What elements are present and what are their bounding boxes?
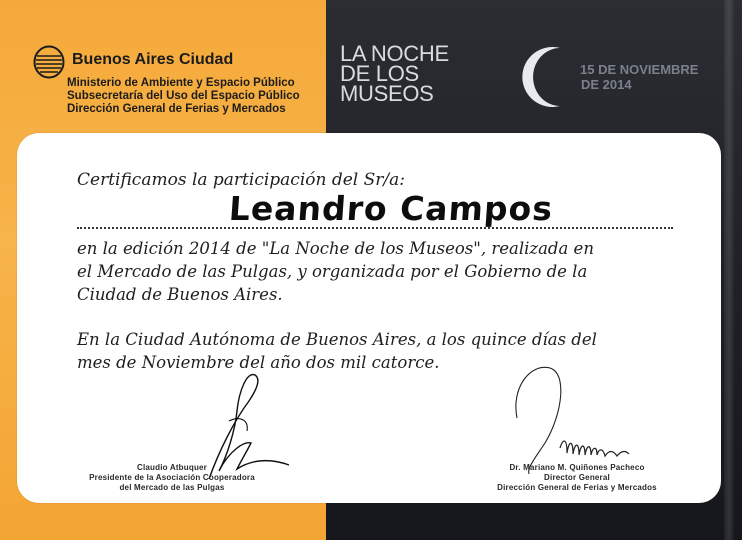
event-date [580, 62, 698, 92]
event-title [340, 41, 449, 106]
event-date-line: DE 2014 [581, 77, 632, 92]
signatory-title: Presidente de la Asociación Cooperadora [89, 473, 255, 482]
event-title-line: LA NOCHE [340, 41, 449, 66]
closing-line: mes de Noviembre del año dos mil catorce. [77, 353, 440, 372]
ministry-line: Ministerio de Ambiente y Espacio Público [67, 77, 295, 89]
signatory-name: Claudio Atbuquer [136, 463, 207, 472]
ministry-line: Dirección General de Ferias y Mercados [67, 103, 286, 115]
body-line: Ciudad de Buenos Aires. [77, 285, 283, 304]
event-title-line: MUSEOS [340, 81, 434, 106]
brand-title: Buenos Aires Ciudad [72, 51, 234, 68]
certificate-intro: Certificamos la participación del Sr/a: [77, 170, 405, 190]
moon-icon [520, 42, 580, 112]
body-line: en la edición 2014 de "La Noche de los Museos", realizada en [77, 239, 594, 258]
signatory-left [77, 463, 267, 493]
signature-right [505, 358, 635, 478]
signatory-right [472, 463, 682, 493]
signatory-title: Director General [544, 473, 610, 482]
closing-line: En la Ciudad Autónoma de Buenos Aires, a los quince días del [77, 330, 597, 349]
signatory-name: Dr. Mariano M. Quiñones Pacheco [509, 463, 645, 472]
signatory-title: del Mercado de las Pulgas [119, 483, 225, 492]
body-line: el Mercado de las Pulgas, y organizada por el Gobierno de la [77, 262, 588, 281]
certificate-body [77, 237, 594, 306]
buenos-aires-logo-icon [33, 45, 65, 79]
signatory-title: Dirección General de Ferias y Mercados [497, 483, 657, 492]
certificate-card [17, 133, 721, 503]
event-date-line: 15 DE NOVIEMBRE [580, 62, 699, 77]
event-title-line: DE LOS [340, 61, 419, 86]
ministry-lines [67, 77, 300, 116]
ministry-line: Subsecretaría del Uso del Espacio Público [67, 90, 300, 102]
recipient-name: Leandro Campos [227, 189, 555, 228]
